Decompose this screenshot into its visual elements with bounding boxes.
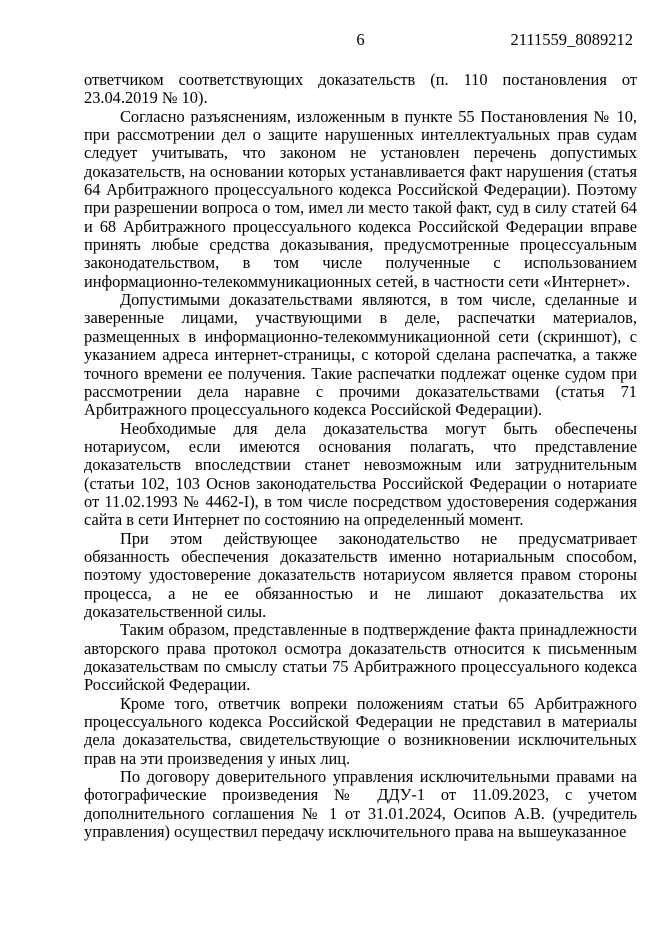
body-paragraph: Таким образом, представленные в подтверждение факта принадлежности авторского права протокол осмотра доказательств относится к письменным доказательствам по смыслу статьи 75 Арбитражного процессуального кодекса Российской Федерации. [84,620,637,695]
body-paragraph: Допустимыми доказательствами являются, в том числе, сделанные и заверенные лицами, участвующими в деле, распечатки материалов, размещенных в информационно-телекоммуникационной сети (скриншот), с указанием адреса интернет-страницы, с которой сделана распечатка, а также точного времени ее получения. Такие распечатки подлежат оценке судом при рассмотрении дела наравне с прочими доказательствами (статья 71 Арбитражного процессуального кодекса Российской Федерации). [84,290,637,420]
document-id: 2111559_8089212 [510,30,633,49]
body-paragraph: Согласно разъяснениям, изложенным в пункте 55 Постановления № 10, при рассмотрении дел о защите нарушенных интеллектуальных прав судам следует учитывать, что законом не установлен перечень допустимых доказательств, на основании которых устанавливается факт нарушения (статья 64 Арбитражного процессуального кодекса Российской Федерации). Поэтому при разрешении вопроса о том, имел ли место такой факт, суд в силу статей 64 и 68 Арбитражного процессуального кодекса Российской Федерации вправе принять любые средства доказывания, предусмотренные процессуальным законодательством, в том числе полученные с использованием информационно-телекоммуникационных сетей, в частности сети «Интернет». [84,106,637,291]
body-paragraph: Необходимые для дела доказательства могут быть обеспечены нотариусом, если имеются основания полагать, что представление доказательств впоследствии станет невозможным или затруднительным (статьи 102, 103 Основ законодательства Российской Федерации о нотариате от 11.02.1993 № 4462-I), в том числе посредством удостоверения содержания сайта в сети Интернет по состоянию на определенный момент. [84,418,637,530]
document-body [84,71,637,841]
page-number: 6 [356,30,365,49]
page-header [84,31,637,51]
body-paragraph: При этом действующее законодательство не предусматривает обязанность обеспечения доказательств именно нотариальным способом, поэтому удостоверение доказательств нотариусом является правом стороны процесса, а не ее обязанностью и не лишают доказательства их доказательственной силы. [84,528,637,621]
body-paragraph: По договору доверительного управления исключительными правами на фотографические произведения № ДДУ-1 от 11.09.2023, с учетом дополнительного соглашения № 1 от 31.01.2024, Осипов А.В. (учредитель управления) осуществил передачу исключительного права на вышеуказанное [84,767,637,842]
body-paragraph: ответчиком соответствующих доказательств (п. 110 постановления от 23.04.2019 № 10). [84,70,637,108]
body-paragraph: Кроме того, ответчик вопреки положениям статьи 65 Арбитражного процессуального кодекса Российской Федерации не представил в материалы дела доказательства, свидетельствующие о возникновении исключительных прав на эти произведения у иных лиц. [84,693,637,768]
